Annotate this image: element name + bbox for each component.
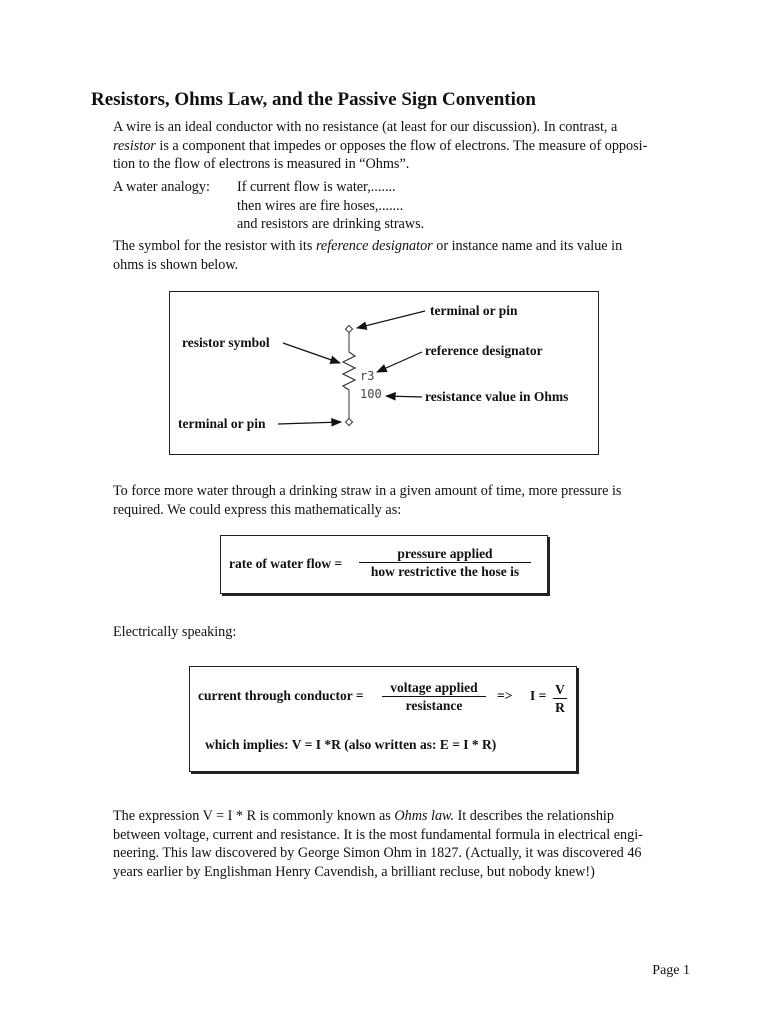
ohm-formula-arrow: => (497, 688, 513, 703)
label-reference-designator: reference designator (425, 343, 543, 358)
intro-term-resistor: resistor (113, 137, 156, 154)
ohms-law-post: It describes the relationship (454, 808, 614, 824)
page-number: Page 1 (652, 963, 690, 978)
symbol-term: reference designator (315, 238, 433, 254)
ohm-formula-fraction (382, 679, 486, 714)
pressure-line-2: required. We could express this mathematically as: (113, 501, 402, 518)
symbol-pre: The symbol for the resistor with its (113, 238, 316, 254)
water-formula-denominator: how restrictive the hose is (359, 562, 531, 580)
analogy-list (237, 178, 537, 234)
intro-line-1: A wire is an ideal conductor with no resistance (at least for our discussion). In contrast, a (113, 119, 618, 135)
label-terminal-bottom: terminal or pin (178, 416, 266, 431)
analogy-label: A water analogy: (113, 179, 210, 195)
label-resistance-value: resistance value in Ohms (425, 389, 569, 404)
arrow-resistor-symbol (283, 343, 340, 363)
analogy-line: If current flow is water,....... (237, 179, 396, 195)
value-text: 100 (360, 387, 382, 401)
intro-paragraph (113, 118, 681, 174)
ohm-formula-box (189, 666, 577, 772)
ohms-law-line-2: between voltage, current and resistance. It is the most fundamental formula in electrical engi- (113, 826, 643, 843)
ohms-law-term: Ohms law. (394, 808, 455, 824)
arrow-resistance-value (386, 396, 422, 397)
arrow-terminal-top (357, 311, 425, 328)
ohm-formula-denominator: resistance (382, 696, 486, 714)
intro-line-2-rest: is a component that impedes or opposes the flow of electrons. The measure of opposi- (155, 137, 648, 154)
page-title: Resistors, Ohms Law, and the Passive Sign Convention (91, 89, 536, 110)
label-resistor-symbol: resistor symbol (182, 335, 270, 350)
ohm-formula-lhs: current through conductor = (198, 688, 364, 703)
ohms-law-pre: The expression V = I * R is commonly known as (113, 808, 395, 824)
ohm-formula-v: V (555, 682, 565, 697)
intro-line-3: tion to the flow of electrons is measured in “Ohms”. (113, 156, 410, 172)
symbol-post: or instance name and its value in (432, 238, 623, 254)
ohm-formula-i-eq: I = (530, 688, 547, 703)
analogy-line: then wires are fire hoses,....... (237, 197, 404, 214)
arrow-reference-designator (377, 352, 422, 372)
designator-text: r3 (360, 369, 375, 383)
pressure-paragraph (113, 482, 681, 519)
symbol-line-2: ohms is shown below. (113, 256, 239, 273)
arrow-terminal-bottom (278, 422, 341, 424)
ohms-law-line-1 (113, 807, 681, 826)
resistor-symbol-icon (343, 325, 355, 425)
electrically-speaking: Electrically speaking: (113, 624, 237, 640)
label-terminal-top: terminal or pin (430, 303, 518, 318)
ohm-formula-numerator: voltage applied (390, 680, 478, 695)
symbol-line-1 (113, 237, 681, 256)
water-formula-fraction (359, 545, 531, 580)
ohm-formula-r: R (553, 698, 567, 716)
pressure-line-1: To force more water through a drinking straw in a given amount of time, more pressure is (113, 483, 622, 499)
analogy-line: and resistors are drinking straws. (237, 216, 425, 232)
ohms-law-line-4: years earlier by Englishman Henry Cavendish, a brilliant recluse, but nobody knew!) (113, 863, 595, 880)
ohms-law-line-3: neering. This law discovered by George Simon Ohm in 1827. (Actually, it was discovered 46 (113, 845, 642, 861)
water-formula-box (220, 535, 548, 594)
resistor-diagram-box (169, 291, 599, 455)
ohms-law-paragraph (113, 807, 681, 881)
water-formula-numerator: pressure applied (397, 546, 493, 561)
symbol-paragraph (113, 237, 681, 274)
intro-line-2 (113, 137, 681, 156)
ohm-formula-implies: which implies: V = I *R (also written as: E = I * R) (205, 737, 497, 752)
water-formula-lhs: rate of water flow = (229, 556, 343, 571)
ohm-formula-vr-fraction (553, 681, 567, 716)
